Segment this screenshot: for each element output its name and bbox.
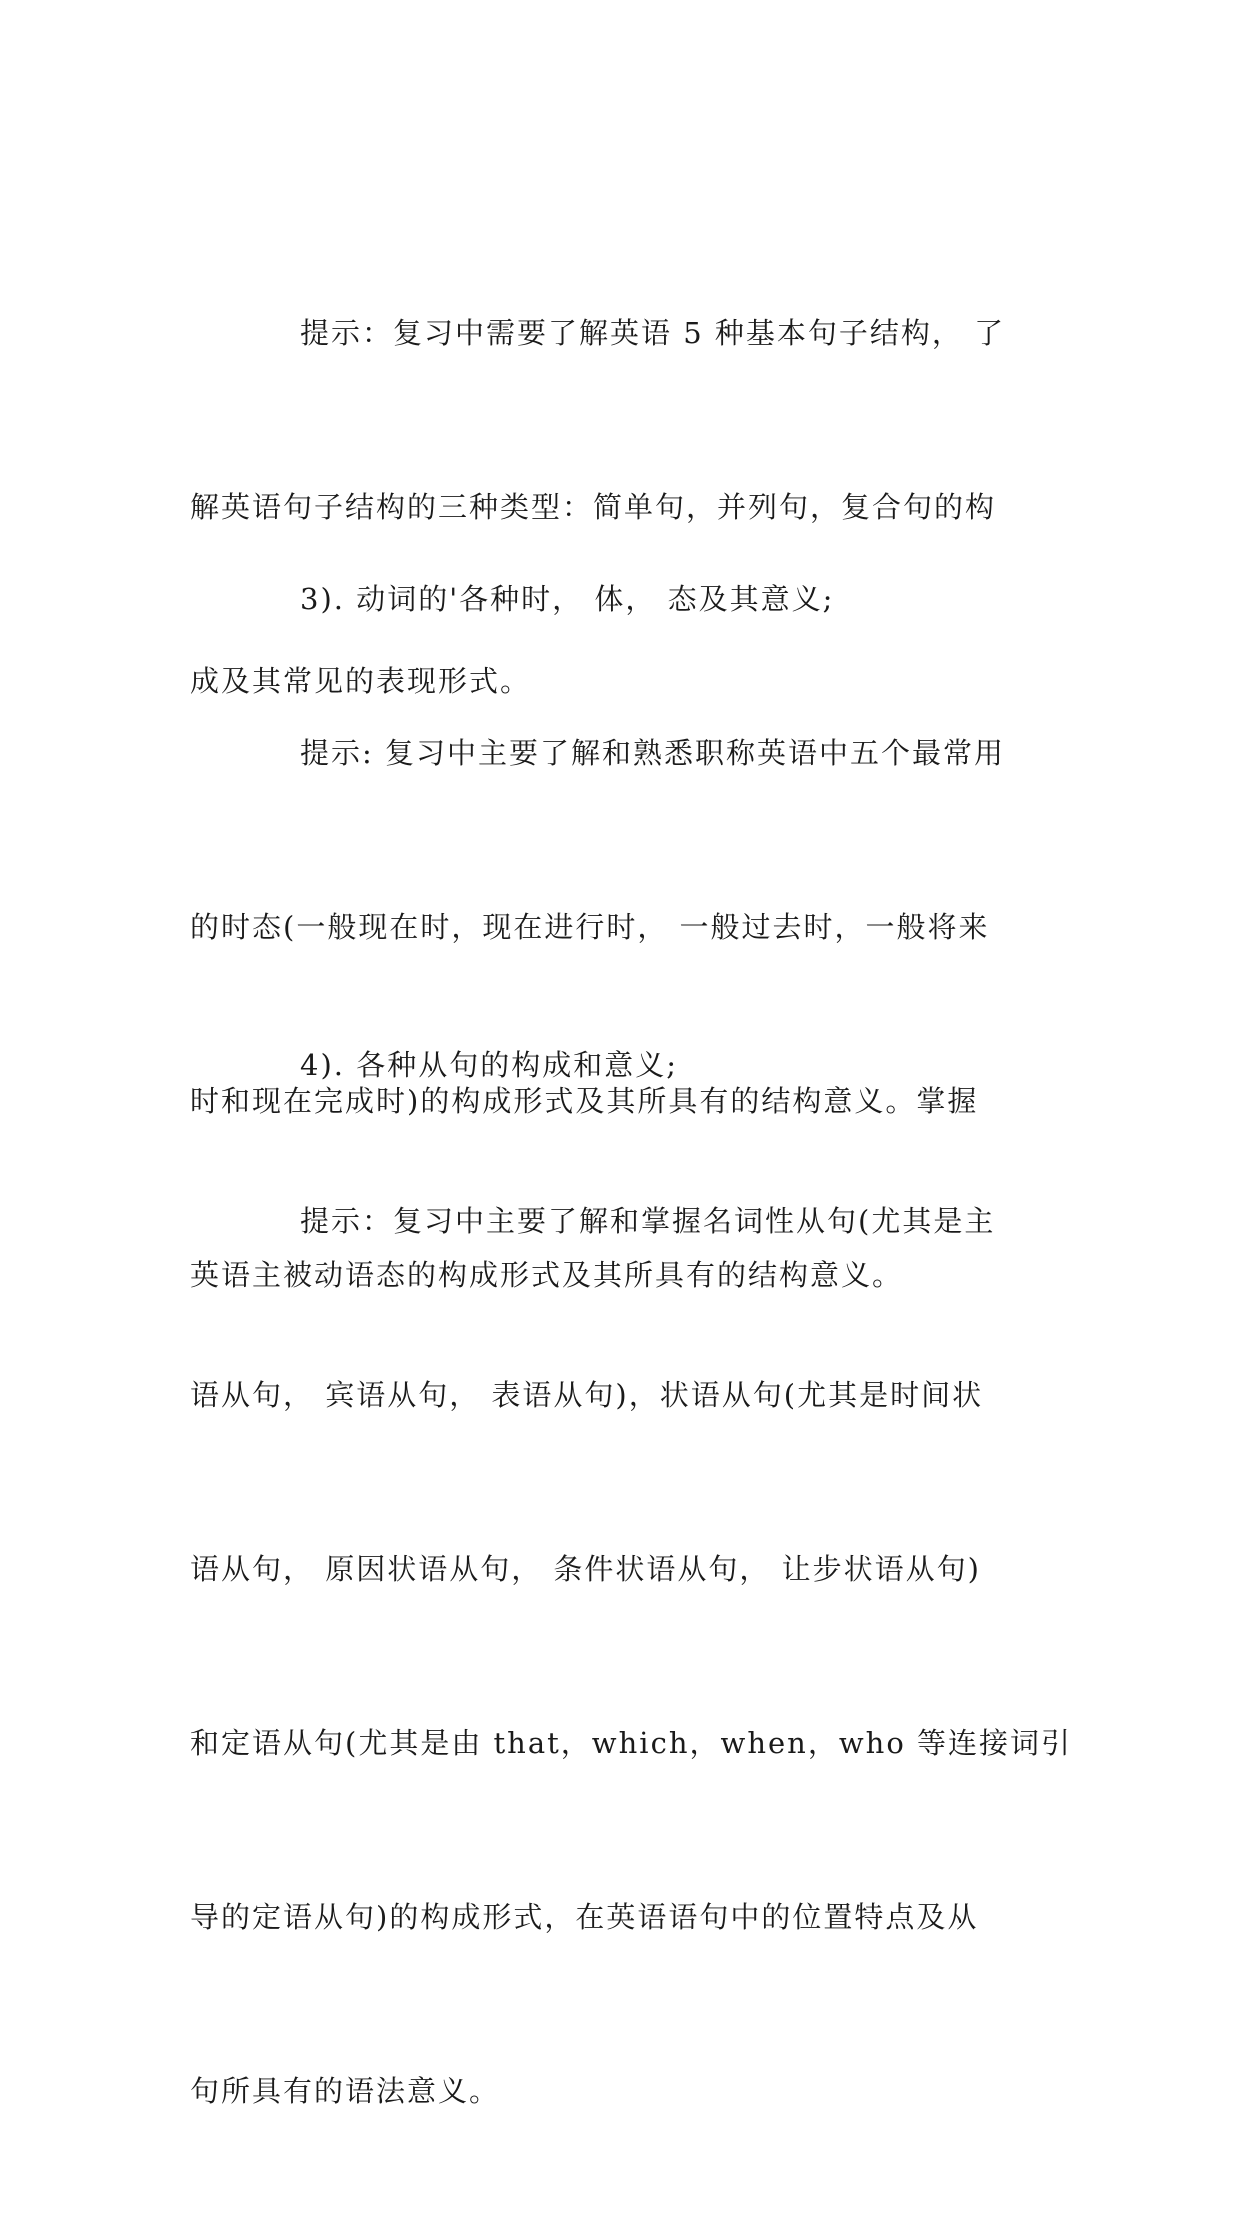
text-line: 句所具有的语法意义。 (190, 2074, 501, 2108)
text-line: 导的定语从句)的构成形式，在英语语句中的位置特点及从 (190, 1900, 979, 1934)
text-line: 英语主被动语态的构成形式及其所具有的结构意义。 (190, 1258, 904, 1292)
text-line: 提示：复习中主要了解和掌握名词性从句(尤其是主 (300, 1204, 996, 1238)
text-line: 提示：复习中需要了解英语 5 种基本句子结构， 了 (300, 316, 1006, 350)
text-line: 3). 动词的'各种时， 体， 态及其意义; (300, 582, 835, 616)
text-line: 语从句， 宾语从句， 表语从句)，状语从句(尤其是时间状 (190, 1378, 984, 1412)
paragraph-hint-clauses (190, 1076, 1073, 2236)
text-line: 和定语从句(尤其是由 that，which，when，who 等连接词引 (190, 1726, 1073, 1760)
text-line: 时和现在完成时)的构成形式及其所具有的结构意义。掌握 (190, 1084, 979, 1118)
text-line: 提示: 复习中主要了解和熟悉职称英语中五个最常用 (300, 736, 1005, 770)
text-line: 解英语句子结构的三种类型：简单句，并列句，复合句的构 (190, 490, 997, 524)
text-line: 的时态(一般现在时，现在进行时， 一般过去时，一般将来 (190, 910, 990, 944)
text-line: 语从句， 原因状语从句， 条件状语从句， 让步状语从句) (190, 1552, 981, 1586)
text-line: 4). 各种从句的构成和意义; (300, 1048, 678, 1082)
text-line: 成及其常见的表现形式。 (190, 664, 532, 698)
